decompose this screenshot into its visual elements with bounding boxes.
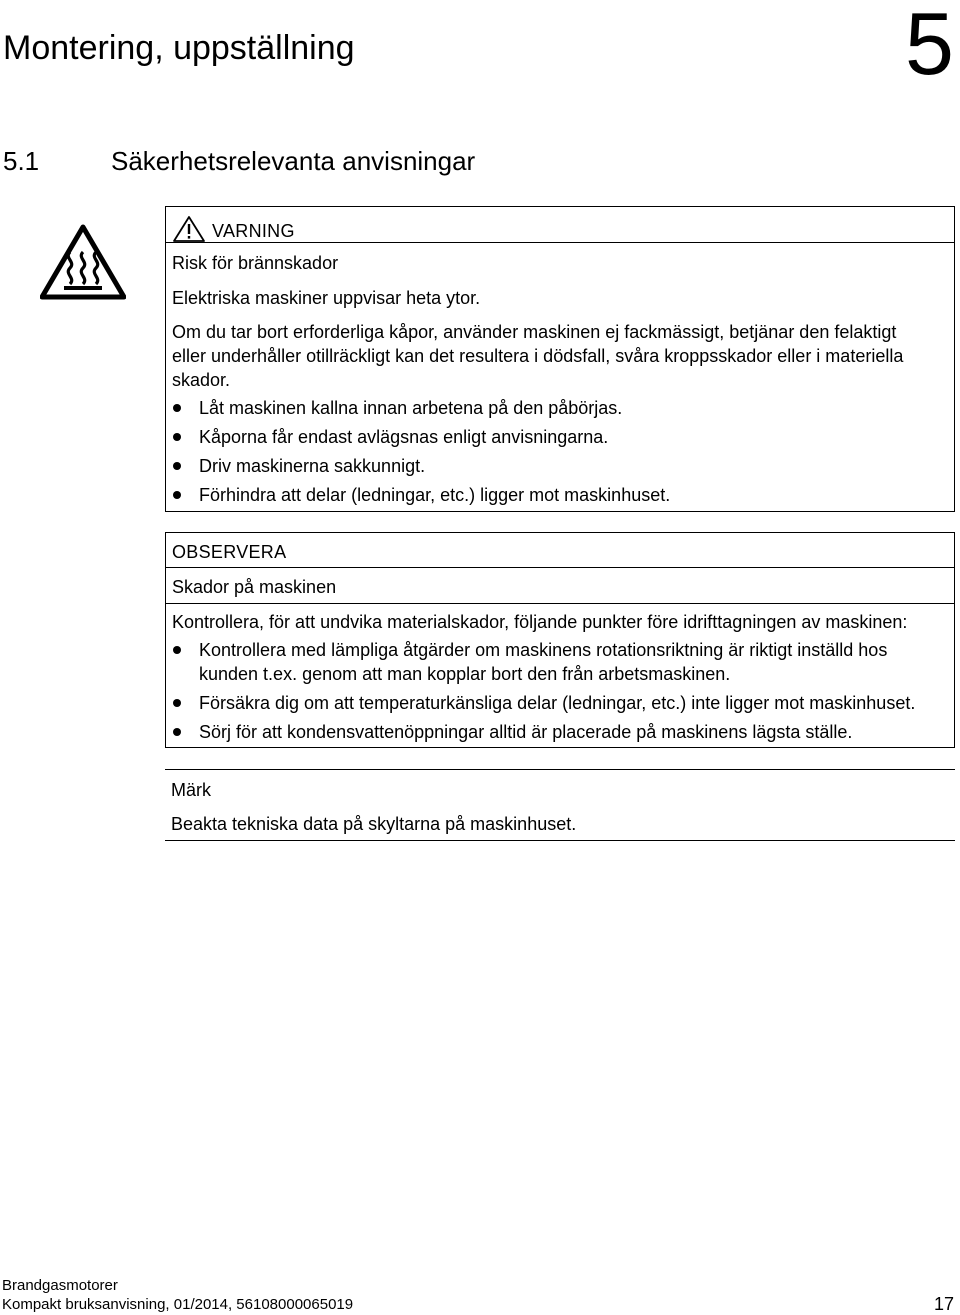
page-number: 17 [933,1294,954,1314]
notice-box [165,532,955,748]
chapter-number: 5 [905,0,954,93]
list-item-text: Sörj för att kondensvattenöppningar alltid är placerade på maskinens lägsta ställe. [199,722,853,742]
list-item-text: Kåporna får endast avlägsnas enligt anvisningarna. [199,427,609,447]
warning-signal-row [172,215,948,243]
section-number: 5.1 [3,146,40,176]
bullet-icon [173,404,181,412]
footer-product: Brandgasmotorer [2,1277,118,1294]
notice-heading: Skador på maskinen [172,577,337,597]
section-title-text: Säkerhetsrelevanta anvisningar [111,146,476,176]
warning-signal-word: VARNING [212,221,295,241]
bullet-icon [173,462,181,470]
warning-paragraph-line: eller underhåller otillräckligt kan det resultera i dödsfall, svåra kroppsskador eller i materiella [172,346,904,366]
notice-signal-word [172,540,948,564]
footer-document-info: Kompakt bruksanvisning, 01/2014, 56108000065019 [2,1296,354,1313]
warning-paragraph-line: Om du tar bort erforderliga kåpor, använder maskinen ej fackmässigt, betjänar den felaktigt [172,322,897,342]
list-item-text: Förhindra att delar (ledningar, etc.) ligger mot maskinhuset. [199,485,671,505]
bullet-icon [173,728,181,736]
notice-intro: Kontrollera, för att undvika materialskador, följande punkter före idrifttagningen av maskinen: [172,612,908,632]
warning-box [165,206,955,512]
warning-paragraph-line: skador. [172,370,231,390]
list-item [172,691,950,715]
notice-divider [166,603,954,604]
note-text: Beakta tekniska data på skyltarna på maskinhuset. [171,814,577,834]
chapter-title: Montering, uppställning [3,29,355,67]
list-item-text: Försäkra dig om att temperaturkänsliga delar (ledningar, etc.) inte ligger mot maskinhuset. [199,693,916,713]
notice-bullet-list [172,638,950,744]
bullet-icon [173,433,181,441]
list-item [172,483,950,507]
list-item-text: Låt maskinen kallna innan arbetena på den påbörjas. [199,398,623,418]
bullet-icon [173,491,181,499]
list-item-text: Driv maskinerna sakkunnigt. [199,456,426,476]
warning-heading: Risk för brännskador [172,253,339,273]
notice-signal-word-text: OBSERVERA [172,542,287,562]
bullet-icon [173,699,181,707]
warning-bullet-list [172,396,950,507]
section-title [3,144,475,178]
list-item [172,720,950,744]
bullet-icon [173,646,181,654]
list-item-text: Kontrollera med lämpliga åtgärder om maskinens rotationsriktning är riktigt inställd hos [199,640,888,660]
list-item-text: kunden t.ex. genom att man kopplar bort den från arbetsmaskinen. [199,664,731,684]
list-item [172,638,950,686]
list-item [172,396,950,420]
warning-divider [166,242,954,243]
list-item [172,454,950,478]
note-heading: Märk [171,780,211,800]
warning-triangle-icon [172,215,206,243]
warning-intro: Elektriska maskiner uppvisar heta ytor. [172,288,481,308]
hot-surface-warning-icon [40,224,126,300]
note-box [165,769,955,841]
list-item [172,425,950,449]
notice-divider [166,567,954,568]
